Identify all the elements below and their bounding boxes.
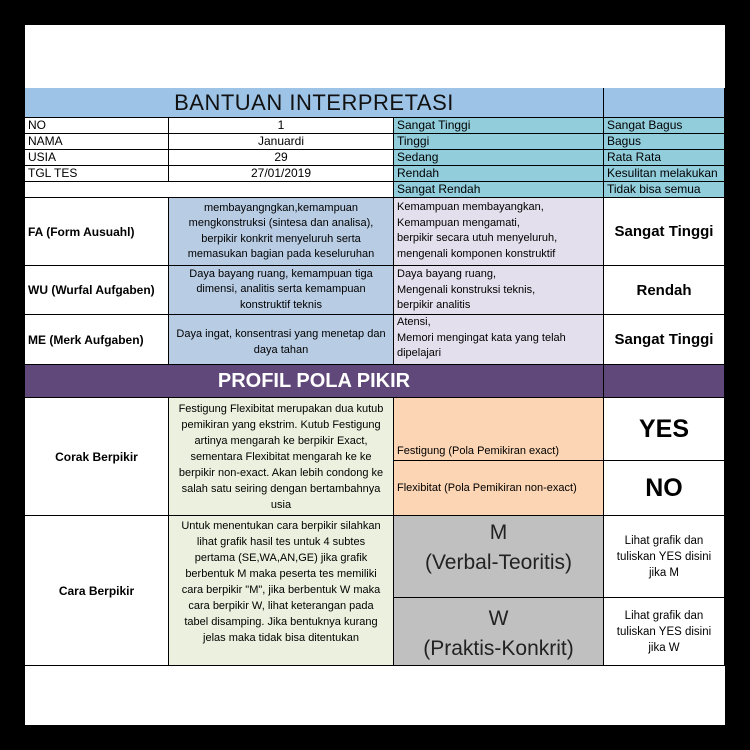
ability-line: Daya bayang ruang,	[397, 268, 497, 280]
id-label-usia: USIA	[25, 150, 169, 166]
legend-level: Sangat Rendah	[394, 182, 604, 198]
id-label-no: NO	[25, 118, 169, 134]
ability-line: Memori mengingat kata yang telah dipelajari	[397, 331, 566, 359]
id-label-tgl: TGL TES	[25, 166, 169, 182]
profile-title: PROFIL POLA PIKIR	[217, 369, 411, 392]
ability-line: Kemampuan mengamati,	[397, 216, 520, 229]
cara-letter: M	[489, 521, 508, 544]
legend-meaning: Rata Rata	[604, 150, 725, 166]
id-blank-row	[25, 182, 394, 198]
profile-title-cell	[25, 365, 604, 398]
cara-option-w	[394, 598, 604, 666]
subtest-name: FA (Form Ausuahl)	[25, 198, 169, 266]
legend-level: Sangat Tinggi	[394, 118, 604, 134]
legend-meaning: Tidak bisa semua	[604, 182, 725, 198]
cara-hint[interactable]: Lihat grafik dan tuliskan YES disini jika W	[604, 598, 725, 666]
id-value-nama: Januardi	[169, 134, 394, 150]
subtest-result[interactable]: Sangat Tinggi	[604, 315, 725, 365]
corak-description: Festigung Flexibitat merupakan dua kutub pemikiran yang ekstrim. Kutub Festigung artinya mengarah ke berpikir Exact, sementara Flexibitat mengarah ke ke berpikir non-exact. Akan lebih condong ke salah satu seiring dengan bertambahnya usia	[169, 398, 394, 516]
subtest-name: ME (Merk Aufgaben)	[25, 315, 169, 365]
profile-empty-cell	[604, 365, 725, 398]
header-empty-cell	[604, 88, 725, 118]
subtest-result[interactable]: Sangat Tinggi	[604, 198, 725, 266]
id-value-usia: 29	[169, 150, 394, 166]
ability-line: Kemampuan membayangkan,	[397, 201, 544, 213]
corak-answer[interactable]: NO	[604, 461, 725, 516]
corak-label: Corak Berpikir	[25, 398, 169, 516]
subtest-ability	[394, 266, 604, 315]
ability-line: mengenali komponen konstruktif	[397, 247, 556, 260]
cara-label: Cara Berpikir	[25, 516, 169, 666]
legend-level: Sedang	[394, 150, 604, 166]
corak-option: Flexibitat (Pola Pemikiran non-exact)	[394, 461, 604, 516]
cara-description: Untuk menentukan cara berpikir silahkan lihat grafik hasil tes untuk 4 subtes pertama (SE,WA,AN,GE) jika grafik berbentuk M maka peserta tes memiliki cara berpikir "M", jika berbentuk W maka cara berpikir W, lihat keterangan pada tabel disamping. Jika bentuknya kurang jelas maka tidak bisa ditentukan	[169, 516, 394, 666]
subtest-description: Daya ingat, konsentrasi yang menetap dan daya tahan	[169, 315, 394, 365]
corak-answer[interactable]: YES	[604, 398, 725, 461]
page-title: BANTUAN INTERPRETASI	[174, 89, 454, 115]
cara-name: (Praktis-Konkrit)	[423, 637, 574, 660]
legend-level: Rendah	[394, 166, 604, 182]
subtest-ability	[394, 198, 604, 266]
cara-hint[interactable]: Lihat grafik dan tuliskan YES disini jika M	[604, 516, 725, 598]
cara-option-m	[394, 516, 604, 598]
subtest-ability	[394, 315, 604, 365]
cara-letter: W	[488, 607, 509, 630]
id-value-tgl: 27/01/2019	[169, 166, 394, 182]
subtest-result[interactable]: Rendah	[604, 266, 725, 315]
ability-line: berpikir secara utuh menyeluruh,	[397, 232, 558, 244]
subtest-description: Daya bayang ruang, kemampuan tiga dimensi, analitis serta kemampuan konstruktif teknis	[169, 266, 394, 315]
cara-name: (Verbal-Teoritis)	[424, 551, 573, 574]
legend-meaning: Sangat Bagus	[604, 118, 725, 134]
ability-line: Atensi,	[397, 316, 431, 328]
subtest-name: WU (Wurfal Aufgaben)	[25, 266, 169, 315]
ability-line: berpikir analitis	[397, 299, 471, 311]
legend-meaning: Bagus	[604, 134, 725, 150]
subtest-description: membayangngkan,kemampuan mengkonstruksi (sintesa dan analisa), berpikir konkrit menyeluruh serta memasukan bagian pada keseluruhan	[169, 198, 394, 266]
legend-level: Tinggi	[394, 134, 604, 150]
id-value-no: 1	[169, 118, 394, 134]
worksheet	[25, 25, 725, 725]
ability-line: Mengenali konstruksi teknis,	[397, 283, 536, 296]
id-label-nama: NAMA	[25, 134, 169, 150]
corak-option: Festigung (Pola Pemikiran exact)	[394, 398, 604, 461]
header-title-cell	[25, 88, 604, 118]
legend-meaning: Kesulitan melakukan	[604, 166, 725, 182]
